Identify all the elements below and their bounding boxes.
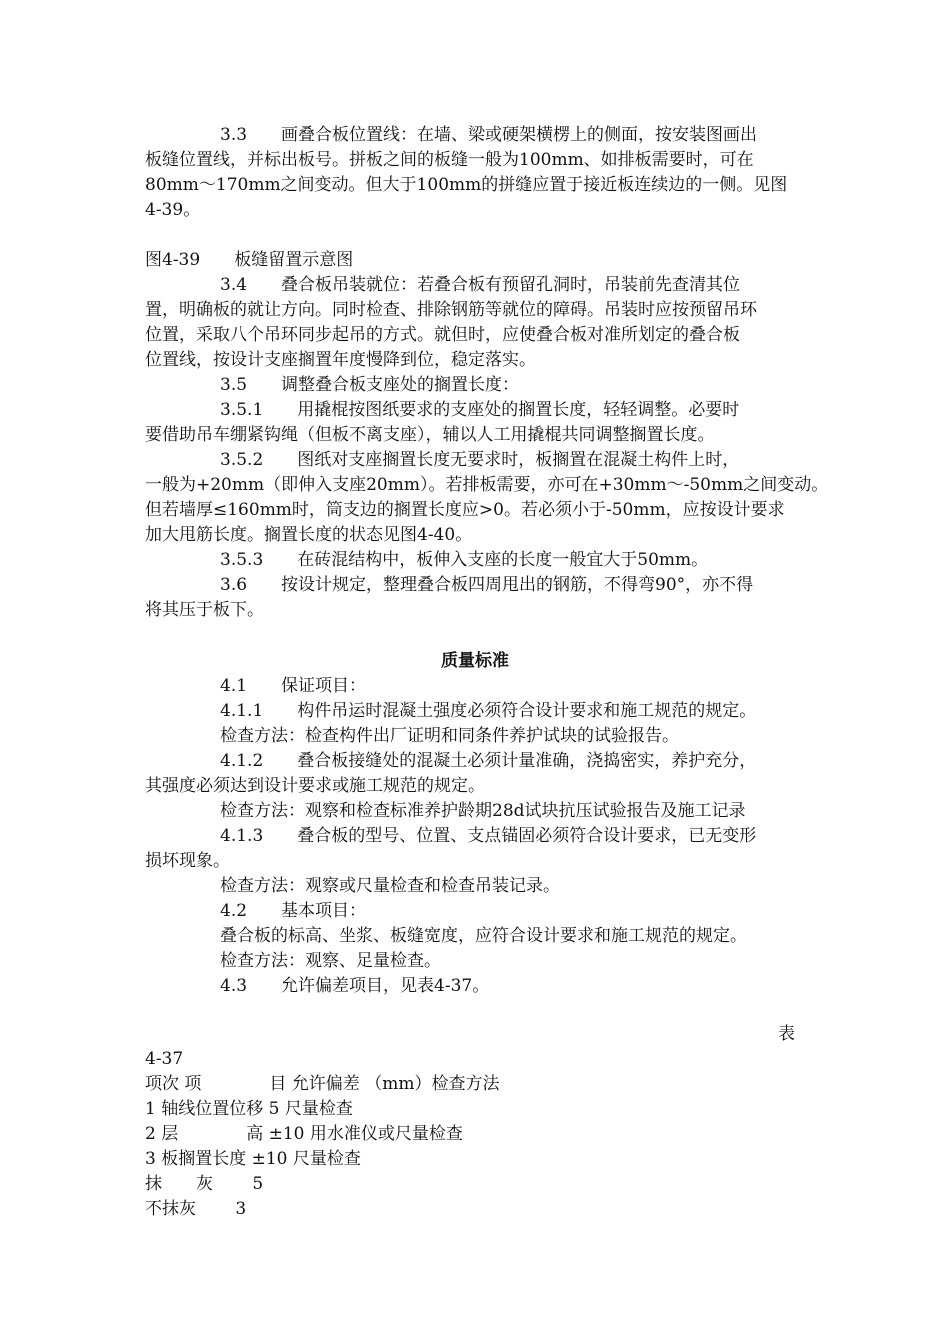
table-row: 2 层 高 ±10 用水准仪或尺量检查 (145, 1124, 463, 1144)
para-3-6-line-2: 将其压于板下。 (145, 600, 264, 620)
section-heading: 质量标准 (441, 651, 509, 671)
para-3-4-line-1: 3.4 叠合板吊装就位：若叠合板有预留孔洞时，吊装前先查清其位 (220, 275, 741, 295)
table-row: 1 轴线位置位移 5 尺量检查 (145, 1099, 353, 1119)
table-row: 不抹灰 3 (145, 1199, 247, 1219)
para-4-1-1: 4.1.1 构件吊运时混凝土强度必须符合设计要求和施工规范的规定。 (220, 701, 757, 721)
table-row: 3 板搁置长度 ±10 尺量检查 (145, 1149, 361, 1169)
para-3-3-line-3: 80mm～170mm之间变动。但大于100mm的拼缝应置于接近板连续边的一侧。见图 (145, 175, 788, 195)
para-3-5-3: 3.5.3 在砖混结构中，板伸入支座的长度一般宜大于50mm。 (220, 550, 709, 570)
para-3-3-line-4: 4-39。 (145, 200, 201, 220)
para-3-5-1-line-1: 3.5.1 用撬棍按图纸要求的支座处的搁置长度，轻轻调整。必要时 (220, 400, 740, 420)
basic-items-text: 叠合板的标高、坐浆、板缝宽度，应符合设计要求和施工规范的规定。 (220, 926, 747, 946)
para-3-5-2-line-4: 加大甩筋长度。搁置长度的状态见图4-40。 (145, 525, 473, 545)
table-header-row: 项次 项 目 允许偏差 （mm）检查方法 (145, 1074, 500, 1094)
para-3-3-line-2: 板缝位置线，并标出板号。拼板之间的板缝一般为100mm、如排板需要时，可在 (145, 150, 754, 170)
para-4-3: 4.3 允许偏差项目，见表4-37。 (220, 976, 490, 996)
para-4-1-3-line-2: 损坏现象。 (145, 851, 230, 871)
para-3-4-line-4: 位置线，按设计支座搁置年度慢降到位，稳定落实。 (145, 350, 536, 370)
para-4-1: 4.1 保证项目： (220, 676, 367, 696)
para-3-5: 3.5 调整叠合板支座处的搁置长度： (220, 375, 520, 395)
para-3-3-line-1: 3.3 画叠合板位置线：在墙、梁或硬架横楞上的侧面，按安装图画出 (220, 125, 758, 145)
check-method-4: 检查方法：观察、足量检查。 (220, 951, 441, 971)
check-method-1: 检查方法：检查构件出厂证明和同条件养护试块的试验报告。 (220, 726, 679, 746)
para-4-1-2-line-1: 4.1.2 叠合板接缝处的混凝土必须计量准确，浇捣密实，养护充分， (220, 751, 757, 771)
para-4-1-2-line-2: 其强度必须达到设计要求或施工规范的规定。 (145, 776, 485, 796)
para-3-5-2-line-2: 一般为+20mm（即伸入支座20mm）。若排板需要，亦可在+30mm～-50mm之间变动。 (145, 475, 829, 495)
para-3-4-line-3: 位置，采取八个吊环同步起吊的方式。就但时，应使叠合板对准所划定的叠合板 (145, 325, 740, 345)
para-3-5-1-line-2: 要借助吊车绷紧钩绳（但板不离支座），辅以人工用撬棍共同调整搁置长度。 (145, 425, 715, 445)
table-row: 抹 灰 5 (145, 1174, 264, 1194)
table-caption-number: 4-37 (145, 1049, 184, 1069)
para-3-6-line-1: 3.6 按设计规定，整理叠合板四周甩出的钢筋，不得弯90°，亦不得 (220, 575, 754, 595)
table-caption-prefix: 表 (778, 1024, 795, 1044)
check-method-2: 检查方法：观察和检查标准养护龄期28d试块抗压试验报告及施工记录 (220, 801, 746, 821)
check-method-3: 检查方法：观察或尺量检查和检查吊装记录。 (220, 876, 560, 896)
para-4-1-3-line-1: 4.1.3 叠合板的型号、位置、支点锚固必须符合设计要求，已无变形 (220, 826, 757, 846)
para-3-5-2-line-3: 但若墙厚≤160mm时，筒支边的搁置长度应>0。若必须小于-50mm，应按设计要求 (145, 500, 785, 520)
para-3-5-2-line-1: 3.5.2 图纸对支座搁置长度无要求时，板搁置在混凝土构件上时， (220, 450, 740, 470)
para-4-2: 4.2 基本项目： (220, 901, 367, 921)
figure-caption: 图4-39 板缝留置示意图 (145, 250, 354, 270)
para-3-4-line-2: 置，明确板的就让方向。同时检查、排除钢筋等就位的障碍。吊装时应按预留吊环 (145, 300, 757, 320)
